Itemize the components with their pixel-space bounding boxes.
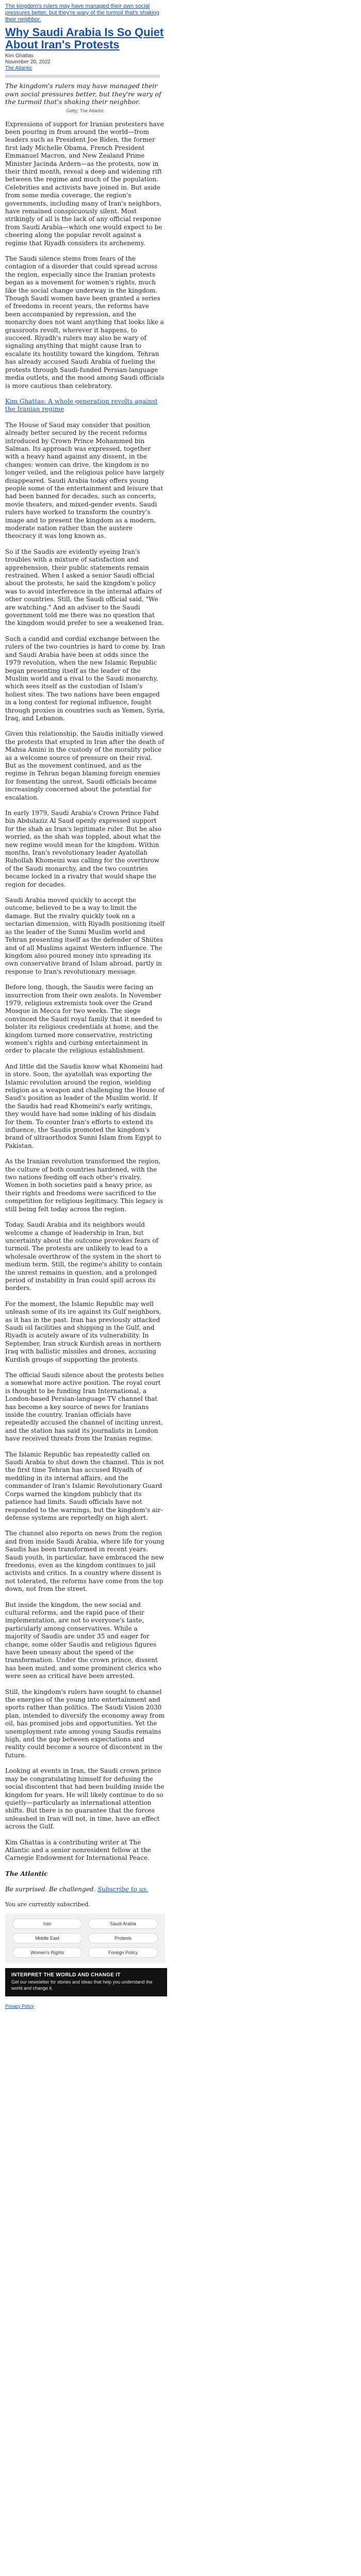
paragraph: Before long, though, the Saudis were facing an insurrection from their own zealots. In November 1979, religious extremists took over the Grand Mosque in Mecca for two weeks. The siege convinced the Saudi royal family that it needed to bolster its religious credentials at home, and the kingdom turned more conservative, restricting women's rights and curbing entertainment in order to placate the religious establishment. (5, 984, 162, 1055)
top-summary-link[interactable]: The kingdom's rulers may have managed their own social pressures better, but they're wary of the turmoil that's shaking their neighbor. (5, 3, 159, 23)
paragraph: So if the Saudis are evidently eyeing Iran's troubles with a mixture of satisfaction and apprehension, their public statements remain restrained. When I asked a senior Saudi official about the protests, he said the kingdom's policy was to avoid interference in the internal affairs of other countries. Still, the Saudi official said, "We are watching." And an adviser to the Saudi government told me there was no question that the kingdom would prefer to see a weakened Iran. (5, 548, 164, 627)
privacy-policy-link[interactable]: Privacy Policy (5, 2003, 35, 2009)
article-body (5, 121, 165, 1862)
paragraph: Expressions of support for Iranian protesters have been pouring in from around the world—from leaders such as President Joe Biden, the former first lady Michelle Obama, French President Emmanuel Macron, and New Zealand Prime Minister Jacinda Ardern—as the protests, now in their third month, reveal a deep and widening rift between the regime and much of the population. Celebrities and activists have joined in. But aside from some media coverage, the region's governments, including many of Iran's neighbors, have remained conspicuously silent. Most strikingly of all is the lack of any official response from Saudi Arabia—which one would expect to be cheering along the popular revolt against a regime that Riyadh considers its archenemy. (5, 120, 164, 247)
paragraph: As the Iranian revolution transformed the region, the culture of both countries hardened, with the two nations feeding off each other's rivalry. Women in both societies paid a heavy price, as their rights and freedoms were sacrificed to the competition for religious legitimacy. This legacy is still being felt today across the region. (5, 1158, 163, 1213)
paragraph: Today, Saudi Arabia and its neighbors would welcome a change of leadership in Iran, but uncertainty about the outcome provokes fears of turmoil. The protests are unlikely to lead to a wholesale overthrow of the system in the short to medium term. Still, the regime's ability to contain the unrest remains in question, and a prolonged period of instability in Iran could spill across its borders. (5, 1221, 162, 1292)
paragraph: Given this relationship, the Saudis initially viewed the protests that erupted in Iran after the death of Mahsa Amini in the custody of the morality police as a welcome source of pressure on their rival. But as the movement continued, and as the regime in Tehran began blaming foreign enemies for fomenting the unrest, Saudi officials became increasingly concerned about the potential for escalation. (5, 730, 165, 801)
tag-pill[interactable]: Iran (12, 1919, 82, 1929)
article-column (5, 0, 165, 2009)
paragraph: Looking at events in Iran, the Saudi crown prince may be congratulating himself for defusing the social discontent that had been building inside the kingdom for years. He will likely continue to do so quietly—particularly as international attention shifts. But there is no guarantee that the forces unleashed in Iran will not, in time, have an effect across the Gulf. (5, 1767, 165, 1831)
paragraph: The Saudi silence stems from fears of the contagion of a disorder that could spread across the region, especially since the Iranian protests began as a movement for women's rights, much like the social change underway in the kingdom. Though Saudi women have been granted a series of freedoms in recent years, the reforms have been accompanied by repression, and the monarchy does not want anything that looks like a grassroots revolt, wherever it happens, to succeed. Riyadh's rulers may also be wary of signaling anything that might cause Iran to escalate its hostility toward the kingdom. Tehran has already accused Saudi Arabia of fueling the protests through Saudi-funded Persian-language media outlets, and the mood among Saudi officials is more cautious than celebratory. (5, 255, 165, 389)
paragraph: The House of Saud may consider that position already better secured by the recent reforms introduced by Crown Prince Mohammed bin Salman. Its approach was expressed, together with a heavy hand against any dissent, in the changes: women can drive, the kingdom is no longer veiled, and the religious police have largely disappeared. Saudi Arabia today offers young people some of the entertainment and leisure that had been banned for decades, such as concerts, movie theaters, and mixed-gender events. Saudi rulers have worked to transform the country's image and to present the kingdom as a modern, moderate nation rather than the austere theocracy it was long known as. (5, 421, 165, 540)
photo-credit: Getty; The Atlantic (66, 108, 104, 113)
paragraph: And little did the Saudis know what Khomeini had in store. Soon, the ayatollah was exporting the Islamic revolution around the region, wielding religion as a weapon and challenging the House of Saud's position as leader of the Muslim world. If the Saudis had read Khomeini's early writings, they would have had some inkling of his disdain for them. To counter Iran's efforts to extend its influence, the Saudis promoted the kingdom's brand of ultraorthodox Sunni Islam from Egypt to Pakistan. (5, 1062, 165, 1149)
tag-pill[interactable]: Saudi Arabia (88, 1919, 158, 1929)
paragraph: The channel also reports on news from the region and from inside Saudi Arabia, where life for young Saudis has been transformed in recent years. Saudi youth, in particular, have embraced the new freedoms, even as the kingdom continues to jail activists and critics. In a country where dissent is not tolerated, the reforms have come from the top down, not from the street. (5, 1530, 165, 1593)
paragraph: Such a candid and cordial exchange between the rulers of the two countries is hard to come by. Iran and Saudi Arabia have been at odds since the 1979 revolution, when the new Islamic Republic began presenting itself as the leader of the Muslim world and a rival to the Saudi monarchy, which sees itself as the custodian of Islam's holiest sites. The two nations have been engaged in a long contest for regional influence, fought through proxies in countries such as Yemen, Syria, Iraq, and Lebanon. (5, 635, 165, 722)
topic-tags (5, 1913, 165, 1963)
paragraph: Still, the kingdom's rulers have sought to channel the energies of the young into entertainment and sports rather than politics. The Saudi Vision 2030 plan, intended to diversify the economy away from oil, has promised jobs and opportunities. Yet the unemployment rate among young Saudis remains high, and the gap between expectations and reality could become a source of discontent in the future. (5, 1688, 165, 1759)
paragraph: The Islamic Republic has repeatedly called on Saudi Arabia to shut down the channel. This is not the first time Tehran has accused Riyadh of meddling in its internal affairs, and the commander of Iran's Islamic Revolutionary Guard Corps warned the kingdom publicly that its patience had limits. Saudi officials have not responded to the warnings, but the kingdom's air-defense systems are reportedly on high alert. (5, 1450, 164, 1521)
publication-signature: The Atlantic (5, 1870, 48, 1877)
tag-pill[interactable]: Middle East (12, 1933, 82, 1943)
article-headline[interactable]: Why Saudi Arabia Is So Quiet About Iran's Protests (5, 26, 164, 51)
paragraph: Saudi Arabia moved quickly to accept the outcome, believed to be a way to limit the damage. But the rivalry quickly took on a sectarian dimension, with Riyadh positioning itself as the leader of the Sunni Muslim world and Tehran presenting itself as the defender of Shiites and of all Muslims against Western influence. The kingdom also poured money into spreading its own conservative brand of Islam abroad, partly in response to Iran's revolutionary message. (5, 896, 165, 975)
author-bio: Kim Ghattas is a contributing writer at The Atlantic and a senior nonresident fellow at the Carnegie Endowment for International Peace. (5, 1838, 151, 1862)
paragraph: But inside the kingdom, the new social and cultural reforms, and the rapid pace of their implementation, are not to everyone's taste, particularly among conservatives. While a majority of Saudis are under 35 and eager for change, some older Saudis and religious figures have been uneasy about the speed of the transformation. Under the crown prince, dissent has been muted, and some prominent clerics who were seen as critical have been arrested. (5, 1601, 161, 1680)
newsletter-promo[interactable] (5, 1968, 167, 1996)
paragraph: For the moment, the Islamic Republic may well unleash some of its ire against its Gulf neighbors, as it has in the past. Iran has previously attacked Saudi oil facilities and shipping in the Gulf, and Riyadh is acutely aware of its vulnerability. In September, Iran struck Kurdish areas in northern Iraq with ballistic missiles and drones, accusing Kurdish groups of supporting the protests. (5, 1300, 161, 1363)
related-article-link[interactable]: Kim Ghattas: A whole generation revolts against the Iranian regime (5, 397, 158, 413)
promo-title: INTERPRET THE WORLD AND CHANGE IT (11, 1972, 121, 1978)
feedback-prefix: Be surprised. Be challenged. (5, 1886, 96, 1893)
publication-link[interactable]: The Atlantic (5, 65, 32, 71)
tag-pill[interactable]: Women's Rights (12, 1947, 82, 1958)
publish-date: November 20, 2022 (5, 59, 51, 65)
tag-pill[interactable]: Foreign Policy (88, 1947, 158, 1958)
article-dek: The kingdom's rulers may have managed their own social pressures better, but they're wary of the turmoil that's shaking their neighbor. (5, 82, 161, 106)
promo-text: Get our newsletter for stories and ideas that help you understand the world and change it. (11, 1979, 153, 1991)
paragraph: In early 1979, Saudi Arabia's Crown Prince Fahd bin Abdulaziz Al Saud openly expressed support for the shah as Iran's legitimate ruler. But he also worried, as the shah was toppled, about what the new regime would mean for the kingdom. Within months, Iran's revolutionary leader Ayatollah Ruhollah Khomeini was calling for the overthrow of the Saudi monarchy, and the two countries became locked in a rivalry that would shape the region for decades. (5, 809, 162, 888)
author-name: Kim Ghattas (5, 53, 34, 59)
article-meta (5, 53, 165, 72)
paragraph: The official Saudi silence about the protests belies a somewhat more active position. The royal court is thought to be funding Iran International, a London-based Persian-language TV channel that has become a key source of news for Iranians inside the country. Iranian officials have repeatedly accused the channel of inciting unrest, and the station has said its journalists in London have received threats from the Iranian regime. (5, 1371, 164, 1443)
related-link-paragraph (5, 398, 165, 414)
subscribe-link[interactable]: Subscribe to us. (97, 1886, 149, 1893)
hero-image (5, 75, 160, 78)
subscription-status: You are currently subscribed. (5, 1901, 90, 1908)
feedback-line (5, 1886, 165, 1893)
tag-pill[interactable]: Protests (88, 1933, 158, 1943)
